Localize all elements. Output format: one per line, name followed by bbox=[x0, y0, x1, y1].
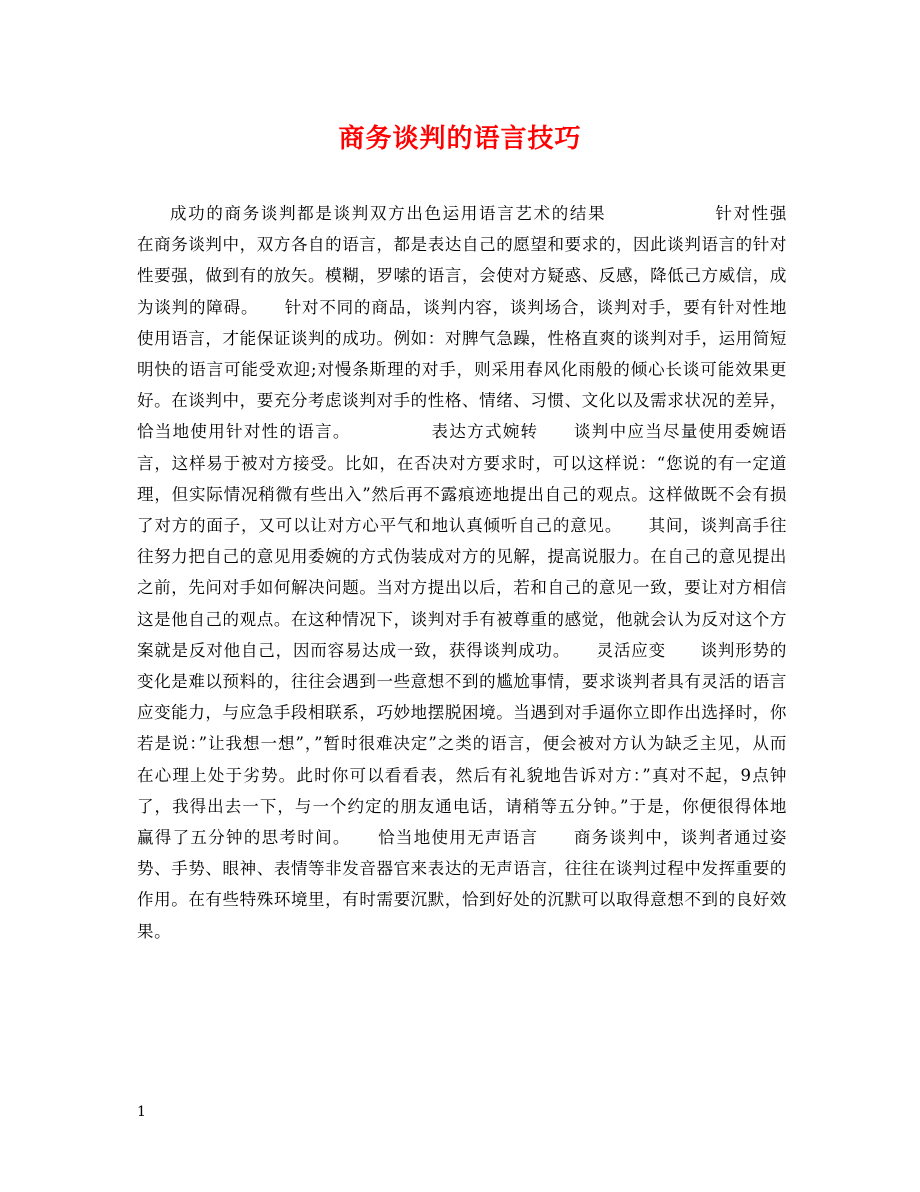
document-title: 商务谈判的语言技巧 bbox=[338, 124, 582, 154]
body-paragraph: 成功的商务谈判都是谈判双方出色运用语言艺术的结果 针对性强 在商务谈判中，双方各自的语言，都是表达自己的愿望和要求的，因此谈判语言的针对性要强，做到有的放矢。模糊，罗嗦的语言，会使对方疑惑、反感，降低己方威信，成为谈判的障碍。 针对不同的商品，谈判内容，谈判场合，谈判对手，要有针对性地使用语言，才能保证谈判的成功。例如：对脾气急躁，性格直爽的谈判对手，运用简短明快的语言可能受欢迎;对慢条斯理的对手，则采用春风化雨般的倾心长谈可能效果更好。在谈判中，要充分考虑谈判对手的性格、情绪、习惯、文化以及需求状况的差异，恰当地使用针对性的语言。 表达方式婉转 谈判中应当尽量使用委婉语言，这样易于被对方接受。比如，在否决对方要求时，可以这样说：“您说的有一定道理，但实际情况稍微有些出入”然后再不露痕迹地提出自己的观点。这样做既不会有损了对方的面子，又可以让对方心平气和地认真倾听自己的意见。 其间，谈判高手往往努力把自己的意见用委婉的方式伪装成对方的见解，提高说服力。在自己的意见提出之前，先问对手如何解决问题。当对方提出以后，若和自己的意见一致，要让对方相信这是他自己的观点。在这种情况下，谈判对手有被尊重的感觉，他就会认为反对这个方案就是反对他自己，因而容易达成一致，获得谈判成功。 灵活应变 谈判形势的变化是难以预料的，往往会遇到一些意想不到的尴尬事情，要求谈判者具有灵活的语言应变能力，与应急手段相联系，巧妙地摆脱困境。当遇到对手逼你立即作出选择时，你若是说：”让我想一想”，”暂时很难决定”之类的语言，便会被对方认为缺乏主见，从而在心理上处于劣势。此时你可以看看表，然后有礼貌地告诉对方：”真对不起，9点钟了，我得出去一下，与一个约定的朋友通电话，请稍等五分钟。”于是，你便很得体地赢得了五分钟的思考时间。 恰当地使用无声语言 商务谈判中，谈判者通过姿势、手势、眼神、表情等非发音器官来表达的无声语言，往往在谈判过程中发挥重要的作用。在有些特殊环境里，有时需要沉默，恰到好处的沉默可以取得意想不到的良好效果。 bbox=[137, 204, 822, 941]
page-number: 1 bbox=[137, 1104, 146, 1120]
